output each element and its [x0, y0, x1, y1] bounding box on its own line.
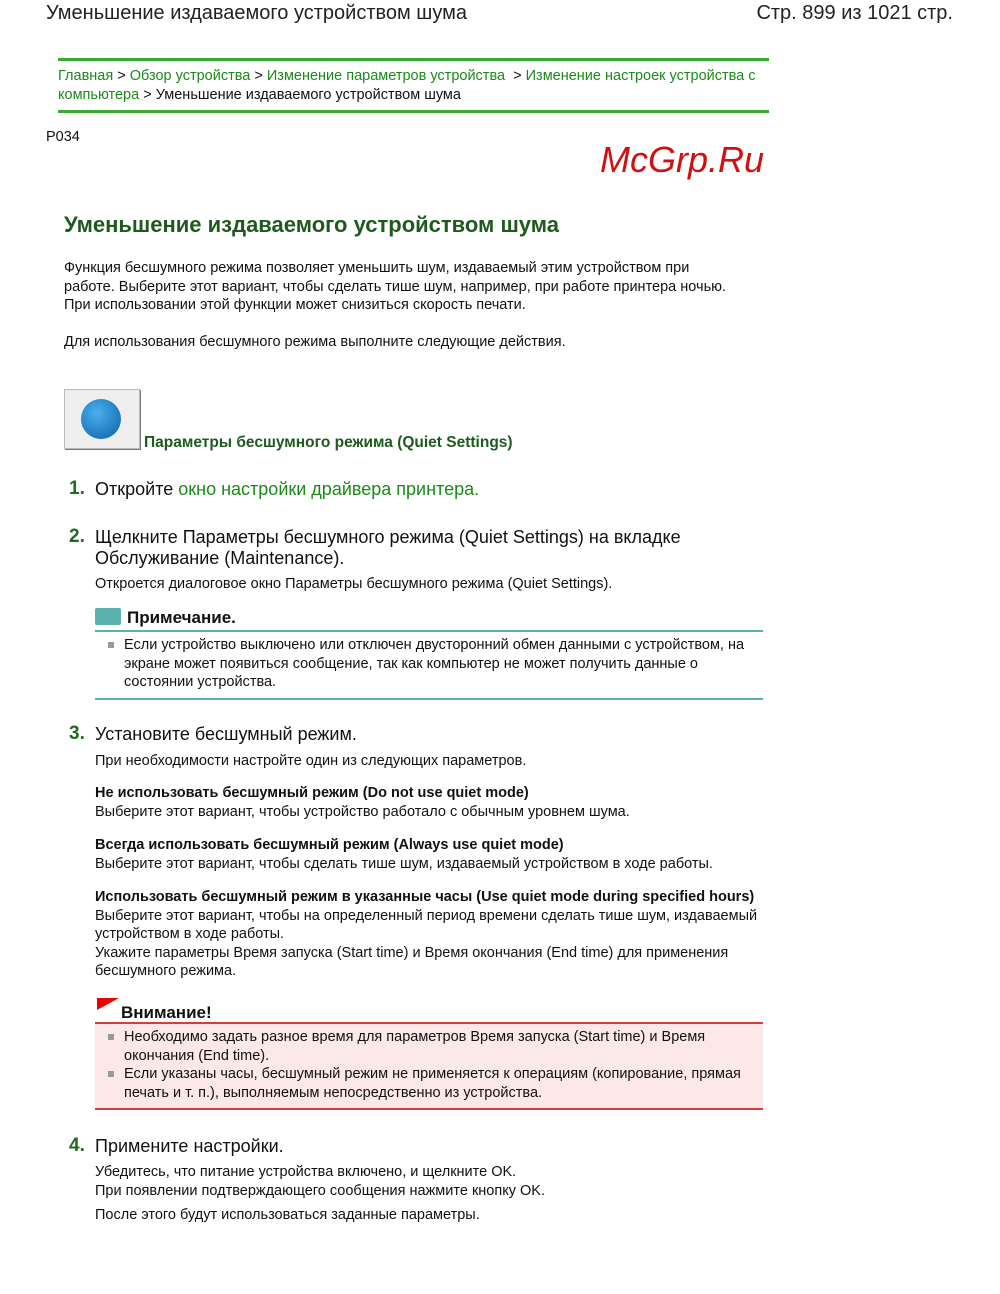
step-number: 4.: [69, 1135, 85, 1156]
quiet-settings-icon[interactable]: [64, 389, 140, 449]
step-3-text: Установите бесшумный режим.: [95, 724, 357, 744]
note-box: [95, 608, 763, 700]
step-2-sub: Откроется диалоговое окно Параметры бесшумного режима (Quiet Settings).: [95, 576, 613, 592]
header-title: Уменьшение издаваемого устройством шума: [46, 2, 467, 24]
note-title: [95, 608, 763, 632]
option-desc: Выберите этот вариант, чтобы на определенный период времени сделать тише шум, издаваемый устройством в ходе работы.: [95, 907, 758, 942]
step-3-sub: При необходимости настройте один из следующих параметров.: [95, 753, 527, 769]
intro-para: Функция бесшумного режима позволяет уменьшить шум, издаваемый этим устройством при работе. Выберите этот вариант, чтобы сделать тише шум, например, при работе принтера ночью.: [64, 260, 727, 295]
note-item: Если устройство выключено или отключен двусторонний обмен данными с устройством, на экране может появиться сообщение, так как компьютер не может получить данные о состоянии устройства.: [124, 636, 763, 692]
intro-para: Для использования бесшумного режима выполните следующие действия.: [64, 333, 566, 350]
book-icon: [95, 608, 121, 625]
step-4-sub: [95, 1163, 545, 1225]
icon-label: Параметры бесшумного режима (Quiet Settings): [144, 434, 513, 451]
warning-item: Если указаны часы, бесшумный режим не применяется к операциям (копирование, прямая печать и т. п.), выполняемым непосредственно из устройства.: [124, 1065, 763, 1102]
driver-settings-link[interactable]: окно настройки драйвера принтера.: [178, 479, 480, 499]
breadcrumb-params[interactable]: Изменение параметров устройства: [266, 68, 506, 84]
step-text: Откройте: [95, 479, 174, 499]
page-title: Уменьшение издаваемого устройством шума: [64, 212, 559, 237]
breadcrumb-overview[interactable]: Обзор устройства: [129, 68, 251, 84]
breadcrumb-home[interactable]: Главная: [58, 68, 114, 84]
sound-wave-icon: [81, 399, 121, 439]
watermark: McGrp.Ru: [600, 139, 765, 180]
breadcrumb: Главная > Обзор устройства > Изменение параметров устройства > Изменение настроек устройства с компьютера > Уменьшение издаваемого устройством шума: [58, 58, 769, 113]
page-number: Стр. 899 из 1021 стр.: [756, 2, 953, 24]
step-2-text: Щелкните Параметры бесшумного режима (Quiet Settings) на вкладке Обслуживание (Maintenance).: [95, 527, 681, 568]
note-title-text: Примечание.: [127, 608, 236, 627]
step-number: 2.: [69, 526, 85, 547]
page-code: P034: [46, 129, 80, 145]
option-title: Не использовать бесшумный режим (Do not use quiet mode): [95, 785, 529, 801]
option-desc: Укажите параметры Время запуска (Start time) и Время окончания (End time) для применения бесшумного режима.: [95, 944, 729, 979]
option-desc: Выберите этот вариант, чтобы сделать тише шум, издаваемый устройством в ходе работы.: [95, 855, 713, 872]
step-4-line: Убедитесь, что питание устройства включено, и щелкните OK.: [95, 1164, 517, 1180]
option-title: Всегда использовать бесшумный режим (Always use quiet mode): [95, 837, 564, 853]
intro-text: [64, 259, 744, 351]
step-1: [95, 479, 479, 500]
warning-title: [95, 996, 763, 1024]
intro-para: При использовании этой функции может снизиться скорость печати.: [64, 297, 526, 313]
step-4-line: После этого будут использоваться заданные параметры.: [95, 1207, 480, 1223]
options: [95, 784, 760, 981]
breadcrumb-current: Уменьшение издаваемого устройством шума: [155, 87, 461, 103]
warning-box: [95, 996, 763, 1110]
step-number: 3.: [69, 723, 85, 744]
step-4-text: Примените настройки.: [95, 1136, 284, 1156]
step-4-line: При появлении подтверждающего сообщения нажмите кнопку OK.: [95, 1182, 545, 1199]
warning-title-text: Внимание!: [121, 1003, 212, 1022]
breadcrumb-settings[interactable]: Изменение настроек устройства с компьютера: [58, 68, 756, 103]
warning-item: Необходимо задать разное время для параметров Время запуска (Start time) и Время окончания (End time).: [124, 1028, 763, 1065]
step-number: 1.: [69, 478, 85, 499]
option-title: Использовать бесшумный режим в указанные часы (Use quiet mode during specified hours): [95, 889, 755, 905]
option-desc: Выберите этот вариант, чтобы устройство работало с обычным уровнем шума.: [95, 803, 630, 820]
flag-icon: [97, 998, 119, 1010]
